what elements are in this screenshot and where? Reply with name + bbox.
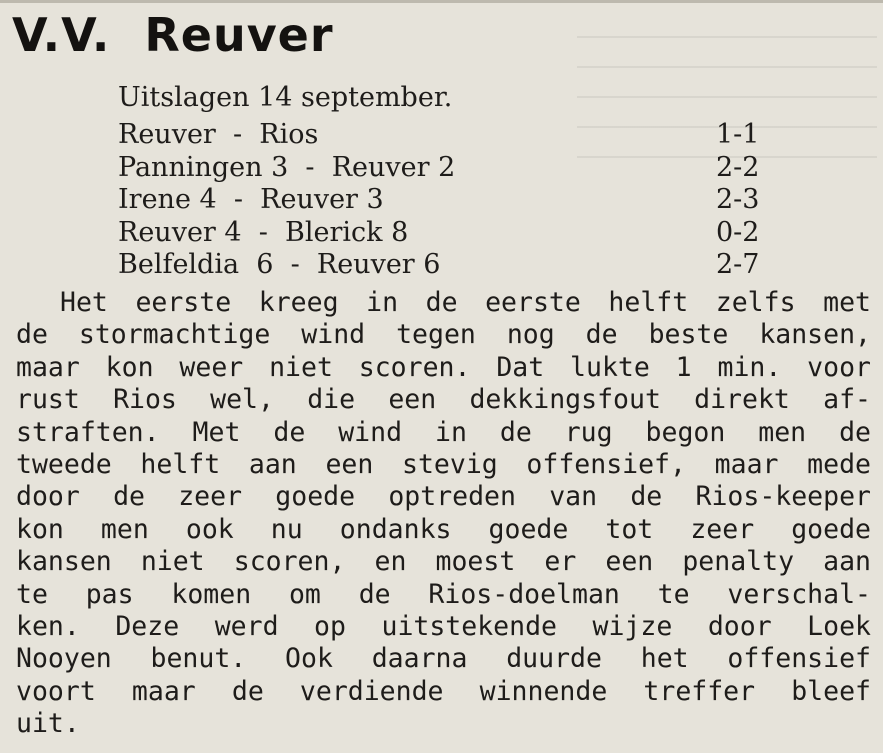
body-line: Nooyen benut. Ook daarna duurde het offensief: [16, 643, 871, 675]
top-rule: [0, 0, 883, 3]
results-list: [118, 119, 798, 282]
match-teams: Reuver 4 - Blerick 8: [118, 216, 409, 248]
result-row: [118, 119, 798, 152]
body-line: tweede helft aan een stevig offensief, maar mede: [16, 448, 871, 480]
match-score: 2-3: [716, 184, 760, 215]
match-teams: Panningen 3 - Reuver 2: [118, 151, 456, 183]
article-body: [16, 287, 871, 740]
match-score: 0-2: [716, 216, 760, 248]
match-teams: Irene 4 - Reuver 3: [118, 184, 384, 215]
match-teams: Belfeldia 6 - Reuver 6: [118, 249, 441, 280]
results-subheading: Uitslagen 14 september.: [118, 82, 453, 113]
body-line: kon men ook nu ondanks goede tot zeer goede: [16, 513, 871, 545]
body-line: door de zeer goede optreden van de Rios-keeper: [16, 481, 871, 513]
body-line: te pas komen om de Rios-doelman te verschal-: [16, 578, 871, 610]
body-line: maar kon weer niet scoren. Dat lukte 1 min. voor: [16, 351, 871, 383]
headline: V.V. Reuver: [12, 8, 334, 62]
body-line: de stormachtige wind tegen nog de beste kansen,: [16, 319, 871, 351]
result-row: [118, 152, 798, 185]
body-line: straften. Met de wind in de rug begon men de: [16, 416, 871, 448]
match-teams: Reuver - Rios: [118, 119, 319, 150]
result-row: [118, 217, 798, 250]
match-score: 1-1: [716, 119, 760, 150]
result-row: [118, 184, 798, 217]
body-line: kansen niet scoren, en moest er een penalty aan: [16, 546, 871, 578]
body-line: uit.: [16, 708, 80, 740]
body-line: ken. Deze werd op uitstekende wijze door Loek: [16, 610, 871, 642]
match-score: 2-2: [716, 151, 760, 183]
body-line: rust Rios wel, die een dekkingsfout direkt af-: [16, 384, 871, 416]
body-line: Het eerste kreeg in de eerste helft zelfs met: [60, 287, 871, 318]
body-line: voort maar de verdiende winnende treffer bleef: [16, 675, 871, 707]
match-score: 2-7: [716, 249, 760, 280]
result-row: [118, 249, 798, 282]
